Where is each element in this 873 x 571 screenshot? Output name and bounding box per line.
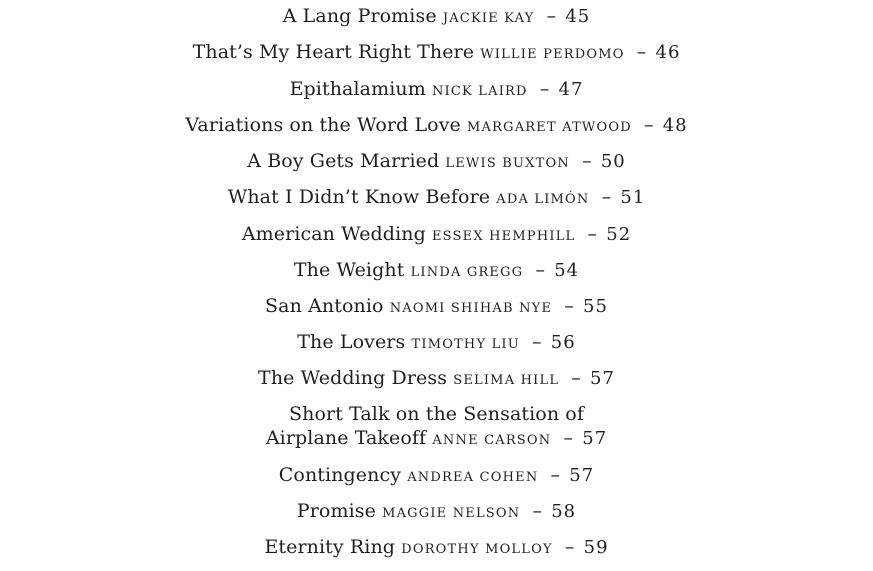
toc-entry [0, 499, 873, 524]
poem-author: nick laird [431, 79, 528, 100]
poem-title: The Weight [293, 259, 405, 281]
poem-title: What I Didn’t Know Before [227, 186, 491, 208]
poem-author: anne carson [432, 428, 552, 449]
poem-title: A Boy Gets Married [247, 150, 440, 172]
poem-title: American Wedding [241, 223, 426, 245]
poem-author: willie perdomo [480, 42, 625, 63]
toc-entry [0, 149, 873, 174]
page-number: 52 [606, 224, 632, 245]
toc-entry [0, 40, 873, 65]
poem-title: Epithalamium [289, 78, 426, 100]
separator: – [564, 536, 575, 558]
separator: – [532, 500, 543, 522]
page-number: 58 [551, 501, 577, 522]
separator: – [582, 150, 592, 172]
page-number: 54 [554, 260, 580, 281]
poem-author: ada limón [496, 187, 590, 208]
poem-title: That’s My Heart Right There [192, 41, 475, 63]
separator: – [587, 223, 598, 245]
poem-title: The Lovers [297, 331, 406, 353]
separator: – [563, 427, 574, 449]
poem-author: timothy liu [411, 332, 520, 353]
poem-title: Contingency [278, 464, 402, 486]
poem-author: dorothy molloy [401, 537, 553, 558]
separator: – [532, 331, 542, 353]
separator: – [539, 78, 550, 100]
poem-author: margaret atwood [467, 115, 632, 136]
page-number: 50 [600, 151, 626, 172]
separator: – [636, 41, 647, 63]
separator: – [550, 464, 561, 486]
toc-entry [0, 185, 873, 210]
poem-author: lewis buxton [445, 151, 570, 172]
separator: – [546, 5, 557, 27]
poem-author: essex hemphill [431, 224, 576, 245]
page-number: 57 [590, 368, 615, 389]
poem-title-line1: Short Talk on the Sensation of [289, 403, 584, 425]
page-number: 48 [662, 115, 688, 136]
separator: – [571, 367, 581, 389]
page-number: 59 [583, 537, 609, 558]
poem-title: The Wedding Dress [258, 367, 448, 389]
poem-author: maggie nelson [382, 501, 521, 522]
toc-entry [0, 366, 873, 391]
toc-entry [0, 113, 873, 138]
poem-title: Variations on the Word Love [185, 114, 461, 136]
page-number: 57 [569, 465, 595, 486]
toc-entry [0, 4, 873, 29]
poem-author: jackie kay [442, 6, 535, 27]
poem-title: San Antonio [265, 295, 384, 317]
poem-title: Promise [296, 500, 376, 522]
poem-author: naomi shihab nye [389, 296, 553, 317]
separator: – [601, 186, 612, 208]
poem-author: andrea cohen [407, 465, 539, 486]
page-number: 56 [550, 332, 576, 353]
poem-title: A Lang Promise [282, 5, 437, 27]
separator: – [535, 259, 546, 281]
page-number: 55 [583, 296, 608, 317]
toc-entry [0, 258, 873, 283]
toc-entry [0, 463, 873, 488]
toc-entry [0, 330, 873, 355]
page-number: 51 [620, 187, 646, 208]
page-number: 47 [558, 79, 584, 100]
toc-entry [0, 222, 873, 247]
poem-title-line2 [0, 426, 873, 451]
poem-author: linda gregg [410, 260, 524, 281]
page-number: 46 [655, 42, 681, 63]
poem-title: Airplane Takeoff [265, 427, 427, 449]
toc-entry [0, 294, 873, 319]
toc-entry [0, 402, 873, 451]
separator: – [643, 114, 654, 136]
poem-title: Eternity Ring [264, 536, 396, 558]
separator: – [564, 295, 574, 317]
poem-author: selima hill [453, 368, 560, 389]
toc-entry [0, 77, 873, 102]
toc-entry [0, 535, 873, 560]
page-number: 45 [565, 6, 591, 27]
page-number: 57 [582, 428, 608, 449]
